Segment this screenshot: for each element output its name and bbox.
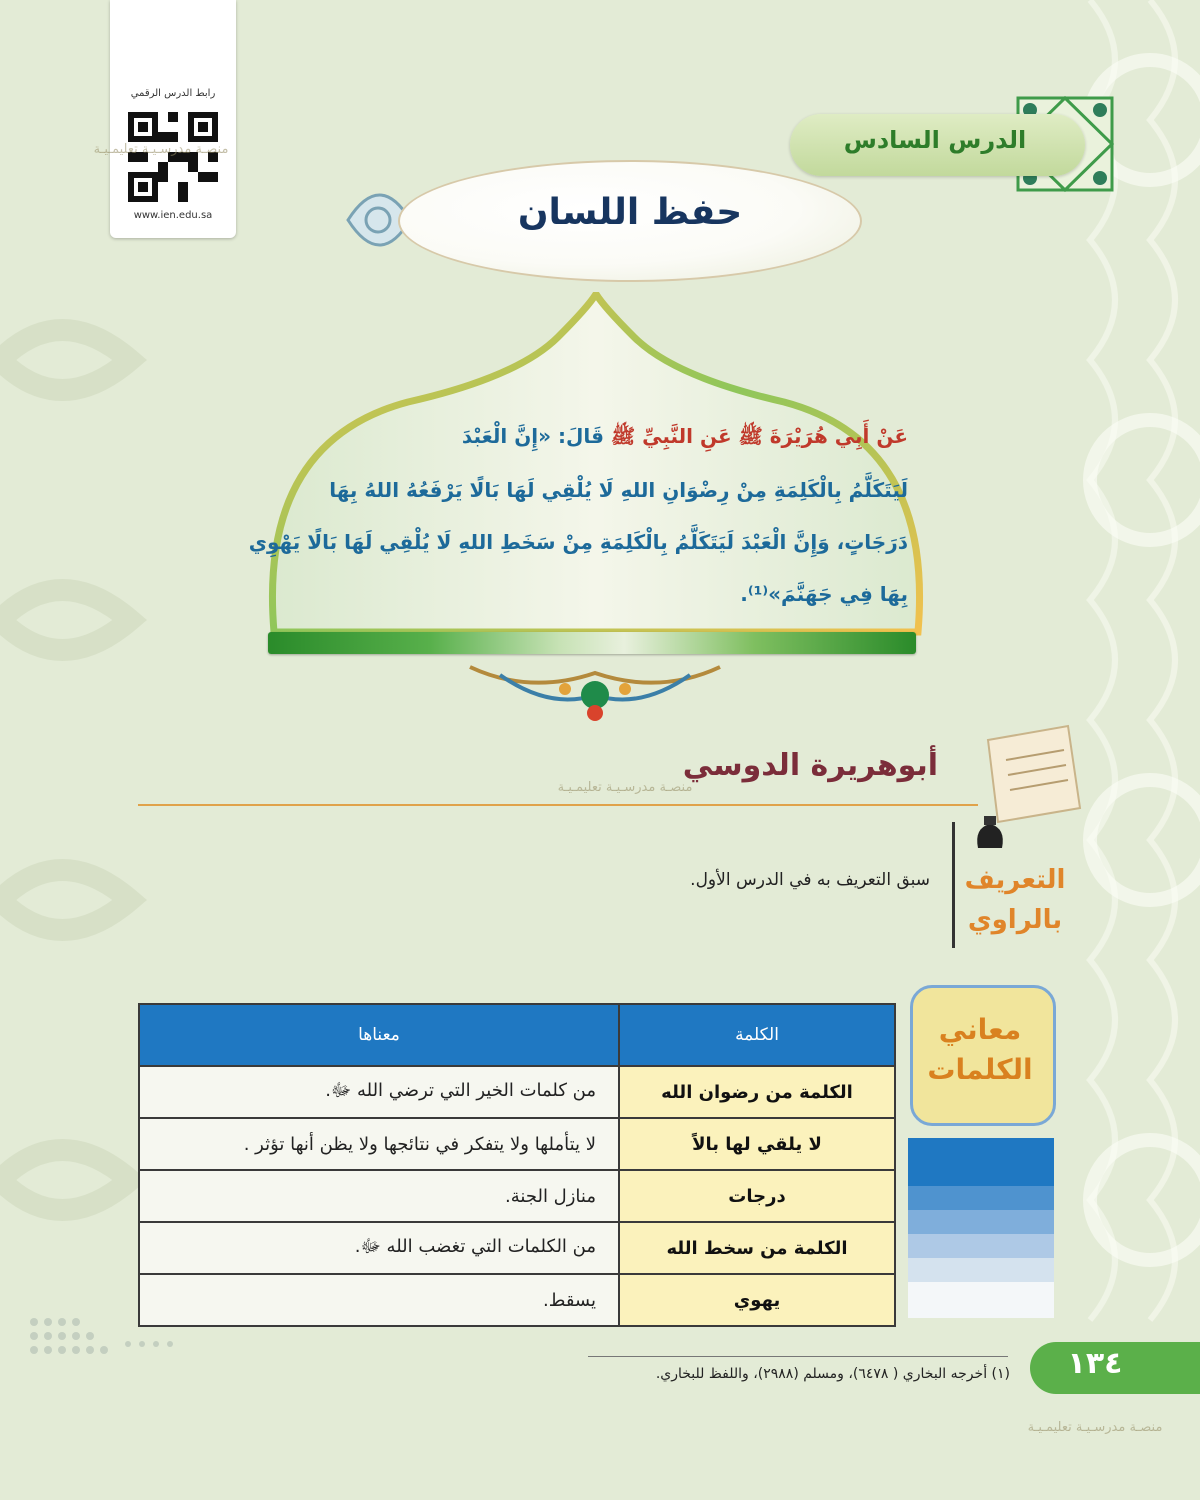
lesson-label: الدرس السادس (843, 126, 1027, 154)
narrator-bracket (952, 822, 955, 948)
hadith-line-1 (268, 424, 908, 453)
divider-bar (268, 632, 916, 654)
table-row (139, 1274, 895, 1326)
table-row (139, 1118, 895, 1170)
watermark-text: منصـة مدرسـيـة تعليمـيـة (1027, 1420, 1163, 1435)
qr-card[interactable] (110, 0, 236, 238)
hadith-narration-chain: عَنْ أَبِي هُرَيْرَةَ ﷺ عَنِ النَّبِيِّ ﷺ (610, 424, 908, 448)
inkwell-icon (970, 810, 1010, 850)
lesson-title: حفظ اللسان (517, 192, 743, 233)
decor-bar-5 (908, 1258, 1054, 1282)
hadith-line-3: دَرَجَاتٍ، وَإِنَّ الْعَبْدَ لَيَتَكَلَّمُ بِالْكَلِمَةِ مِنْ سَخَطِ اللهِ لَا يُلْقِي لَهَا بَالًا يَهْوِي (248, 530, 908, 554)
word-meanings-table (138, 1003, 896, 1327)
meaning-cell: من الكلمات التي تغضب الله ﷻ. (139, 1222, 619, 1274)
word-cell: الكلمة من سخط الله (619, 1222, 895, 1274)
word-meanings-title (910, 1010, 1050, 1090)
hadith-line-4: بِهَا فِي جَهَنَّمَ»⁽¹⁾. (740, 582, 908, 606)
table-row (139, 1170, 895, 1222)
word-cell: الكلمة من رضوان الله (619, 1066, 895, 1118)
meaning-cell: لا يتأملها ولا يتفكر في نتائجها ولا يظن أنها تؤثر . (139, 1118, 619, 1170)
word-cell: يهوي (619, 1274, 895, 1326)
decor-bar-4 (908, 1234, 1054, 1258)
meaning-cell: يسقط. (139, 1274, 619, 1326)
narrator-title-line-1: التعريف (964, 865, 1066, 895)
decor-bar-3 (908, 1210, 1054, 1234)
footnote: (١) أخرجه البخاري ( ٦٤٧٨)، ومسلم (٢٩٨٨)، واللفظ للبخاري. (655, 1366, 1010, 1382)
qr-code-icon[interactable] (128, 112, 218, 202)
narrator-name: أبوهريرة الدوسي (682, 748, 938, 783)
word-cell: درجات (619, 1170, 895, 1222)
qr-url[interactable]: www.ien.edu.sa (133, 210, 213, 221)
dots-ornament-icon (28, 1314, 178, 1360)
word-meanings-title-line-2: الكلمات (927, 1053, 1033, 1086)
word-cell: لا يلقي لها بالاً (619, 1118, 895, 1170)
table-row (139, 1222, 895, 1274)
decor-bar-1 (908, 1138, 1054, 1186)
qr-label: رابط الدرس الرقمي (130, 88, 216, 99)
table-header-row (139, 1004, 895, 1066)
hadith-quote-start: قَالَ: «إِنَّ الْعَبْدَ (461, 424, 605, 448)
column-header-meaning: معناها (139, 1004, 619, 1066)
narrator-title-line-2: بالراوي (967, 905, 1063, 935)
meaning-cell: منازل الجنة. (139, 1170, 619, 1222)
column-header-word: الكلمة (619, 1004, 895, 1066)
watermark-text: منصـة مدرسـيـة تعليمـيـة (557, 780, 693, 795)
footnote-divider (588, 1356, 1008, 1357)
floral-ornament-icon (460, 655, 730, 725)
decor-bar-6 (908, 1282, 1054, 1318)
table-row (139, 1066, 895, 1118)
decor-bar-2 (908, 1186, 1054, 1210)
narrator-description: سبق التعريف به في الدرس الأول. (690, 870, 930, 890)
meaning-cell: من كلمات الخير التي ترضي الله ﷻ. (139, 1066, 619, 1118)
watermark-text: منصـة مدرسـيـة تعليمـيـة (93, 142, 229, 157)
hadith-line-2: لَيَتَكَلَّمُ بِالْكَلِمَةِ مِنْ رِضْوَانِ اللهِ لَا يُلْقِي لَهَا بَالًا يَرْفَعُهُ اللهُ بِهَا (329, 478, 908, 502)
narrator-section-title (960, 860, 1070, 940)
section-divider (138, 804, 978, 806)
page-number: ١٣٤ (1067, 1346, 1123, 1381)
word-meanings-title-line-1: معاني (938, 1013, 1022, 1046)
